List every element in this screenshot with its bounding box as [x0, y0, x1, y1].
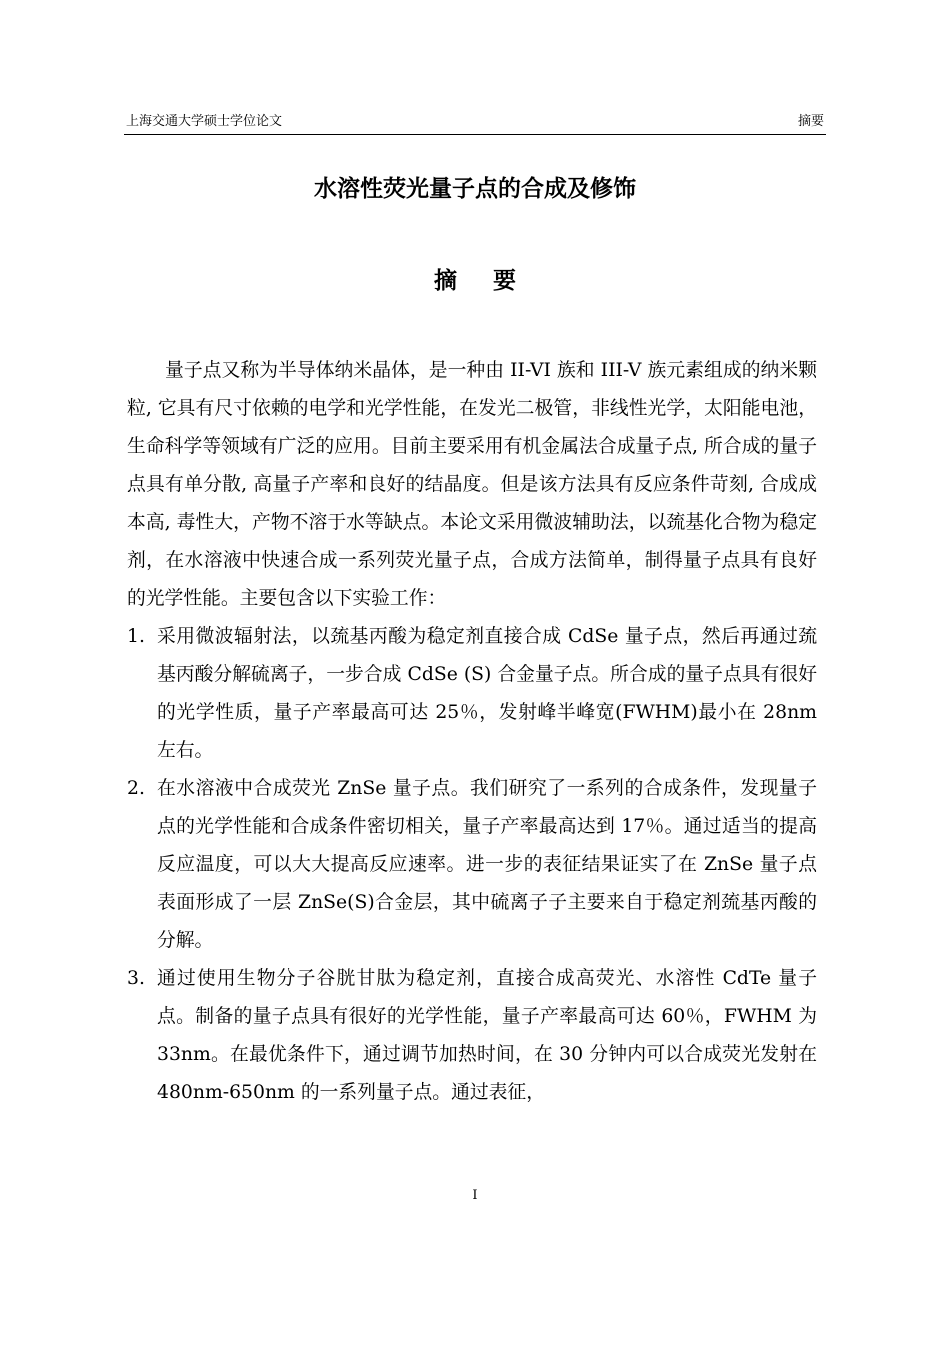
- header-section-name: 摘要: [797, 114, 824, 129]
- intro-paragraph: 量子点又称为半导体纳米晶体，是一种由 II-VI 族和 III-V 族元素组成的纳米颗粒, 它具有尺寸依赖的电学和光学性能，在发光二极管，非线性光学，太阳能电池，生命科学等领域有广泛的应用。目前主要采用有机金属法合成量子点, 所合成的量子点具有单分散, 高量子产率和良好的结晶度。但是该方法具有反应条件苛刻, 合成成本高, 毒性大，产物不溶于水等缺点。本论文采用微波辅助法，以巯基化合物为稳定剂，在水溶液中快速合成一系列荧光量子点，合成方法简单，制得量子点具有良好的光学性能。主要包含以下实验工作：: [127, 360, 817, 609]
- list-item-text: 通过使用生物分子谷胱甘肽为稳定剂，直接合成高荧光、水溶性 CdTe 量子点。制备的量子点具有很好的光学性能，量子产率最高可达 60％，FWHM 为 33nm。在最优条件下，通过调节加热时间，在 30 分钟内可以合成荧光发射在 480nm-650nm 的一系列量子点。通过表征，: [157, 968, 817, 1103]
- list-item-text: 采用微波辐射法，以巯基丙酸为稳定剂直接合成 CdSe 量子点，然后再通过巯基丙酸分解硫离子，一步合成 CdSe (S) 合金量子点。所合成的量子点具有很好的光学性质，量子产率最高可达 25％，发射峰半峰宽(FWHM)最小在 28nm 左右。: [157, 626, 817, 761]
- list-item-number: 1.: [127, 626, 145, 647]
- document-title: 水溶性荧光量子点的合成及修饰: [314, 176, 636, 202]
- list-item: [127, 770, 817, 960]
- list-item: [127, 960, 817, 1112]
- list-item: [127, 618, 817, 770]
- running-header: [126, 113, 824, 131]
- list-item-text: 在水溶液中合成荧光 ZnSe 量子点。我们研究了一系列的合成条件，发现量子点的光学性能和合成条件密切相关，量子产率最高达到 17％。通过适当的提高反应温度，可以大大提高反应速率。进一步的表征结果证实了在 ZnSe 量子点表面形成了一层 ZnSe(S)合金层，其中硫离子子主要来自于稳定剂巯基丙酸的分解。: [157, 778, 817, 951]
- work-list: [127, 618, 817, 1112]
- page-number: I: [472, 1188, 478, 1203]
- abstract-body: [127, 352, 817, 1112]
- list-item-number: 2.: [127, 778, 145, 799]
- header-thesis-title: 上海交通大学硕士学位论文: [126, 114, 283, 129]
- abstract-heading: 摘 要: [433, 268, 530, 294]
- header-rule: [124, 134, 826, 135]
- list-item-number: 3.: [127, 968, 145, 989]
